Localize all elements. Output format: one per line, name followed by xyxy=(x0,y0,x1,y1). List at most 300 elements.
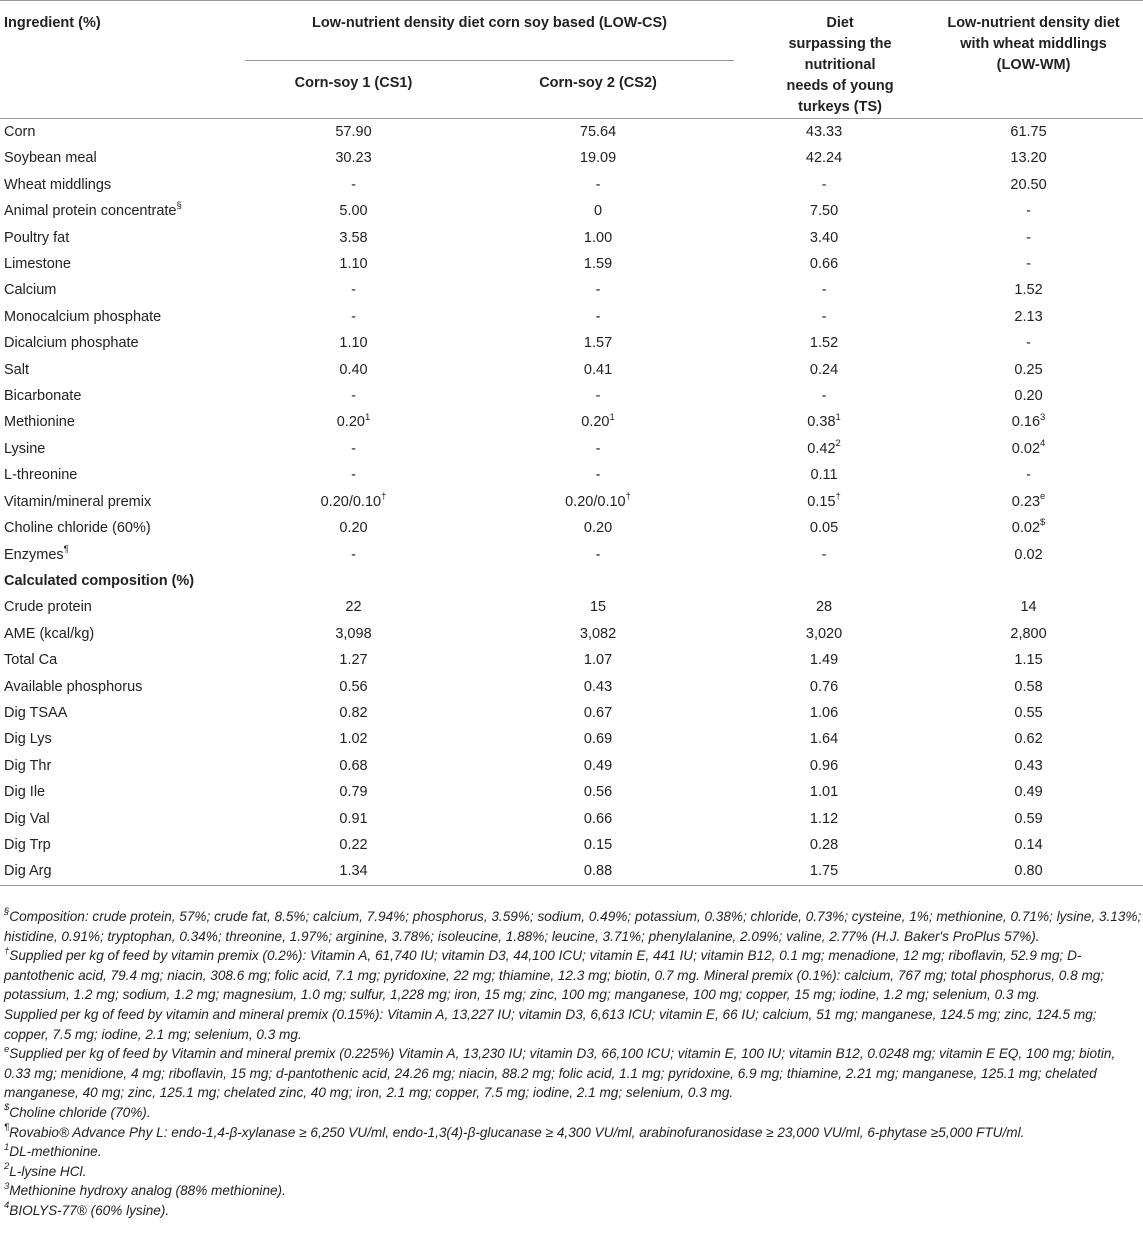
footnote xyxy=(4,1044,1143,1103)
cell-ts xyxy=(734,462,914,488)
cell-wm xyxy=(914,647,1143,673)
cell-cs1 xyxy=(245,489,462,515)
row-label-value: Soybean meal xyxy=(4,150,97,167)
row-label-value: Calcium xyxy=(4,282,57,299)
cell-cs1 xyxy=(245,119,462,146)
cell-cs1 xyxy=(245,753,462,779)
cell-wm-value: 1.52 xyxy=(1014,282,1043,299)
row-label xyxy=(0,383,245,409)
cell-wm xyxy=(914,515,1143,541)
table-row xyxy=(0,542,1143,568)
cell-cs1 xyxy=(245,225,462,251)
cell-cs1-value: 0.91 xyxy=(339,810,368,827)
cell-wm xyxy=(914,700,1143,726)
row-label xyxy=(0,700,245,726)
footnote xyxy=(4,1142,1143,1162)
footnote-marker: 1 xyxy=(835,411,841,423)
row-label-value: Available phosphorus xyxy=(4,678,143,695)
cell-ts xyxy=(734,832,914,858)
cell-cs1-value: - xyxy=(351,546,356,563)
cell-ts xyxy=(734,277,914,303)
row-label-value: Total Ca xyxy=(4,652,58,669)
cell-cs1-value: 0.20 xyxy=(336,414,365,431)
footnote xyxy=(4,1181,1143,1201)
row-label xyxy=(0,198,245,224)
cell-ts xyxy=(734,806,914,832)
footnote-marker: ¶ xyxy=(63,543,69,555)
table-row xyxy=(0,383,1143,409)
footnote xyxy=(4,1162,1143,1182)
cell-cs2-value: - xyxy=(595,440,601,457)
header-cs1: Corn-soy 1 (CS1) xyxy=(294,75,413,92)
footnote-mark: 2 xyxy=(4,1161,10,1173)
cell-wm-value: - xyxy=(1026,256,1031,273)
cell-cs2-value: 1.59 xyxy=(583,256,613,273)
cell-cs2-value: 15 xyxy=(589,599,607,616)
cell-cs1 xyxy=(245,304,462,330)
cell-cs2 xyxy=(462,225,734,251)
cell-wm xyxy=(914,832,1143,858)
cell-cs2-value: 75.64 xyxy=(579,124,617,140)
cell-cs1 xyxy=(245,515,462,541)
cell-cs1-value: 1.02 xyxy=(339,731,368,748)
cell-cs1-value: 1.10 xyxy=(339,335,368,352)
cell-cs1 xyxy=(245,647,462,673)
cell-wm xyxy=(914,330,1143,356)
cell-cs2-value: 3,082 xyxy=(579,625,617,642)
cell-ts-value: 28 xyxy=(815,599,833,616)
cell-ts-value: - xyxy=(821,308,827,325)
cell-cs2 xyxy=(462,621,734,647)
cell-cs1 xyxy=(245,858,462,885)
cell-cs2 xyxy=(462,198,734,224)
cell-wm xyxy=(914,674,1143,700)
header-ts: Diet surpassing the nutritional needs of young turkeys (TS) xyxy=(786,15,894,115)
cell-ts xyxy=(734,674,914,700)
cell-ts xyxy=(734,436,914,462)
row-label xyxy=(0,330,245,356)
row-label-value: Dicalcium phosphate xyxy=(4,335,139,352)
cell-ts-value: 0.24 xyxy=(809,361,839,378)
cell-cs2 xyxy=(462,277,734,303)
cell-cs2-value: - xyxy=(595,388,601,405)
cell-wm-value: 0.55 xyxy=(1014,704,1043,721)
row-label-value: Dig Lys xyxy=(4,731,52,748)
table-row xyxy=(0,674,1143,700)
cell-cs2 xyxy=(462,436,734,462)
cell-cs1 xyxy=(245,409,462,435)
cell-ts xyxy=(734,753,914,779)
cell-ts-value: 1.12 xyxy=(809,810,839,827)
row-label-value: Poultry fat xyxy=(4,229,70,246)
cell-ts-value: - xyxy=(821,388,827,405)
footnote-text: Rovabio® Advance Phy L: endo-1,4-β-xylanase ≥ 6,250 VU/ml, endo-1,3(4)-β-glucanase ≥ 4,300 VU/ml, arabinofuranosidase ≥ 23,000 VU/ml, 6-phytase ≥5,000 FTU/ml. xyxy=(9,1124,1025,1140)
cell-ts-value: 1.01 xyxy=(809,784,839,801)
cell-ts-value: 0.15 xyxy=(807,493,836,510)
cell-cs1 xyxy=(245,436,462,462)
footnote-marker: † xyxy=(625,490,631,502)
cell-cs1-value: 0.22 xyxy=(339,836,368,853)
row-label xyxy=(0,304,245,330)
cell-cs1-value: 0.82 xyxy=(339,704,368,721)
footnote-text: Supplied per kg of feed by vitamin and mineral premix (0.15%): Vitamin A, 13,227 IU; vitamin D3, 6,613 ICU; vitamin E, 66 IU; calcium, 51 mg; manganese, 124.5 mg; zinc, 124.5 mg; copper, 7.5 mg; iodine, 2.1 mg; selenium, 0.3 mg. xyxy=(4,1006,1097,1042)
cell-cs2-value: 0.20 xyxy=(581,414,610,431)
table-row xyxy=(0,145,1143,171)
cell-wm-value: 0.02 xyxy=(1011,440,1041,457)
cell-wm-value: 0.58 xyxy=(1014,678,1043,695)
footnote-mark: 3 xyxy=(4,1180,10,1192)
cell-cs2-value: 0.41 xyxy=(583,361,613,378)
cell-cs1 xyxy=(245,277,462,303)
cell-cs2 xyxy=(462,647,734,673)
cell-ts xyxy=(734,594,914,620)
footnote-marker: 4 xyxy=(1040,438,1046,450)
cell-ts xyxy=(734,409,914,435)
cell-ts xyxy=(734,542,914,568)
row-label xyxy=(0,594,245,620)
footnote-marker: e xyxy=(1040,490,1046,502)
cell-cs2 xyxy=(462,409,734,435)
footnote xyxy=(4,946,1143,1005)
footnote-marker: 3 xyxy=(1040,411,1046,423)
cell-cs2-value: 0.66 xyxy=(583,810,613,827)
cell-cs2 xyxy=(462,753,734,779)
section-row-calculated xyxy=(0,568,1143,594)
cell-ts-value: 1.49 xyxy=(809,652,839,669)
cell-cs1 xyxy=(245,383,462,409)
row-label xyxy=(0,172,245,198)
cell-cs1 xyxy=(245,806,462,832)
row-label xyxy=(0,436,245,462)
table-row xyxy=(0,198,1143,224)
table-row xyxy=(0,700,1143,726)
cell-cs2-value: 19.09 xyxy=(579,150,617,167)
cell-cs1 xyxy=(245,145,462,171)
cell-cs2 xyxy=(462,700,734,726)
cell-cs1 xyxy=(245,594,462,620)
cell-cs1 xyxy=(245,700,462,726)
table-row xyxy=(0,489,1143,515)
cell-wm-value: 0.20 xyxy=(1014,388,1043,405)
cell-cs2-value: - xyxy=(595,282,601,299)
footnote-mark: 4 xyxy=(4,1200,10,1212)
cell-cs2-value: - xyxy=(595,176,601,193)
cell-ts-value: 7.50 xyxy=(809,203,839,220)
cell-ts-value: 0.38 xyxy=(807,414,836,431)
row-label xyxy=(0,726,245,752)
row-label-value: Lysine xyxy=(4,440,46,457)
row-label-value: Corn xyxy=(4,124,36,140)
table-row xyxy=(0,858,1143,885)
row-label xyxy=(0,753,245,779)
cell-cs2-value: - xyxy=(595,308,601,325)
cell-cs2-value: 0 xyxy=(593,203,603,220)
header-cs2: Corn-soy 2 (CS2) xyxy=(539,75,657,92)
cell-ts xyxy=(734,330,914,356)
cell-cs1-value: - xyxy=(351,176,356,193)
cell-wm xyxy=(914,779,1143,805)
row-label xyxy=(0,858,245,885)
cell-ts xyxy=(734,515,914,541)
table-row xyxy=(0,277,1143,303)
table-row xyxy=(0,621,1143,647)
cell-wm xyxy=(914,621,1143,647)
cell-cs2 xyxy=(462,145,734,171)
cell-cs2 xyxy=(462,251,734,277)
row-label-value: AME (kcal/kg) xyxy=(4,625,95,642)
cell-cs1 xyxy=(245,172,462,198)
row-label xyxy=(0,489,245,515)
cell-cs1-value: 3.58 xyxy=(339,229,368,246)
row-label-value: Limestone xyxy=(4,256,71,273)
table-row xyxy=(0,462,1143,488)
row-label xyxy=(0,145,245,171)
cell-ts xyxy=(734,251,914,277)
row-label-value: Enzymes xyxy=(4,546,64,563)
cell-cs2 xyxy=(462,489,734,515)
cell-cs2-value: 0.20/0.10 xyxy=(565,493,626,510)
cell-ts-value: 3,020 xyxy=(805,625,843,642)
cell-wm-value: 0.16 xyxy=(1011,414,1041,431)
cell-cs1 xyxy=(245,779,462,805)
row-label-value: Monocalcium phosphate xyxy=(4,308,162,325)
cell-cs1 xyxy=(245,621,462,647)
cell-wm-value: - xyxy=(1026,467,1031,484)
cell-wm-value: - xyxy=(1026,335,1031,352)
row-label xyxy=(0,806,245,832)
cell-cs1-value: - xyxy=(351,388,356,405)
cell-cs2 xyxy=(462,542,734,568)
cell-cs2 xyxy=(462,383,734,409)
cell-wm-value: - xyxy=(1026,203,1031,220)
footnote-mark: ¶ xyxy=(4,1122,10,1133)
cell-cs1 xyxy=(245,198,462,224)
cell-ts-value: 0.28 xyxy=(809,836,839,853)
cell-cs2-value: 1.00 xyxy=(583,229,613,246)
cell-ts xyxy=(734,145,914,171)
cell-ts xyxy=(734,647,914,673)
row-label-value: Dig Ile xyxy=(4,784,46,801)
cell-cs2-value: 0.49 xyxy=(583,757,613,774)
cell-cs1-value: 0.79 xyxy=(339,784,368,801)
footnote-text: Methionine hydroxy analog (88% methionine). xyxy=(9,1183,286,1199)
cell-cs1-value: - xyxy=(351,308,356,325)
cell-wm-value: 0.23 xyxy=(1011,493,1041,510)
table-row xyxy=(0,172,1143,198)
cell-ts xyxy=(734,357,914,383)
cell-wm-value: 14 xyxy=(1020,599,1037,616)
footnote-mark: † xyxy=(4,945,10,957)
table-row xyxy=(0,225,1143,251)
header-low-wm: Low-nutrient density diet with wheat middlings (LOW-WM) xyxy=(947,15,1120,73)
cell-ts-value: 1.06 xyxy=(809,704,839,721)
cell-cs1 xyxy=(245,674,462,700)
cell-wm xyxy=(914,753,1143,779)
row-label-value: Animal protein concentrate xyxy=(4,203,177,220)
row-label xyxy=(0,225,245,251)
cell-cs1-value: 1.34 xyxy=(339,863,368,880)
cell-ts-value: 1.64 xyxy=(809,731,839,748)
cell-wm-value: 0.25 xyxy=(1014,361,1043,378)
cell-ts-value: 0.76 xyxy=(809,678,839,695)
row-label-value: Dig TSAA xyxy=(4,704,68,721)
cell-wm xyxy=(914,489,1143,515)
footnote-mark: e xyxy=(4,1043,10,1055)
cell-wm-value: 0.43 xyxy=(1014,757,1043,774)
footnote xyxy=(4,1201,1143,1221)
cell-wm-value: 61.75 xyxy=(1010,124,1047,140)
table-row xyxy=(0,832,1143,858)
cell-cs1-value: 1.10 xyxy=(339,256,368,273)
cell-ts-value: 0.11 xyxy=(810,467,838,484)
table-row xyxy=(0,330,1143,356)
cell-cs1-value: 5.00 xyxy=(339,203,368,220)
cell-ts xyxy=(734,700,914,726)
cell-cs1-value: 30.23 xyxy=(335,150,372,167)
cell-cs2 xyxy=(462,674,734,700)
cell-wm-value: 20.50 xyxy=(1010,176,1047,193)
cell-wm-value: 2.13 xyxy=(1014,308,1043,325)
footnote-marker: $ xyxy=(1040,517,1046,529)
cell-wm-value: 0.02 xyxy=(1011,520,1041,537)
row-label-value: Dig Trp xyxy=(4,836,51,853)
cell-wm-value: 1.15 xyxy=(1014,652,1043,669)
cell-cs2-value: 0.67 xyxy=(583,704,613,721)
footnote-mark: $ xyxy=(4,1102,10,1114)
cell-cs2 xyxy=(462,462,734,488)
cell-wm xyxy=(914,225,1143,251)
cell-wm xyxy=(914,594,1143,620)
row-label-value: Salt xyxy=(4,361,29,378)
cell-cs2-value: 0.56 xyxy=(583,784,613,801)
footnote-marker: 2 xyxy=(835,438,841,450)
table-row xyxy=(0,515,1143,541)
cell-ts xyxy=(734,383,914,409)
cell-cs1 xyxy=(245,357,462,383)
footnote-text: Choline chloride (70%). xyxy=(9,1104,151,1120)
cell-ts-value: - xyxy=(821,176,827,193)
cell-cs1-value: 1.27 xyxy=(339,652,368,669)
cell-cs1-value: 0.56 xyxy=(339,678,368,695)
cell-cs2 xyxy=(462,832,734,858)
cell-cs2-value: 1.07 xyxy=(583,652,613,669)
footnote xyxy=(4,1005,1143,1044)
footnote xyxy=(4,907,1143,946)
cell-wm xyxy=(914,436,1143,462)
cell-ts-value: 1.75 xyxy=(809,863,839,880)
footnote-mark: § xyxy=(4,906,10,918)
row-label-value: Dig Thr xyxy=(4,757,52,774)
table-row xyxy=(0,409,1143,435)
footnote-marker: † xyxy=(835,490,841,502)
cell-wm xyxy=(914,304,1143,330)
cell-cs2 xyxy=(462,330,734,356)
cell-cs1-value: - xyxy=(351,467,356,484)
cell-wm-value: 0.14 xyxy=(1014,836,1043,853)
cell-ts xyxy=(734,489,914,515)
cell-wm xyxy=(914,462,1143,488)
cell-ts xyxy=(734,119,914,146)
header-low-cs: Low-nutrient density diet corn soy based (LOW-CS) xyxy=(245,1,734,61)
cell-cs1-value: 0.40 xyxy=(339,361,368,378)
cell-cs2-value: 1.57 xyxy=(583,335,613,352)
table-row xyxy=(0,779,1143,805)
table-row xyxy=(0,436,1143,462)
cell-ts xyxy=(734,198,914,224)
cell-cs2 xyxy=(462,172,734,198)
cell-cs1-value: 0.20 xyxy=(339,520,368,537)
cell-wm xyxy=(914,198,1143,224)
cell-wm-value: 13.20 xyxy=(1010,150,1047,167)
cell-wm xyxy=(914,172,1143,198)
cell-cs1 xyxy=(245,832,462,858)
footnote-text: Composition: crude protein, 57%; crude fat, 8.5%; calcium, 7.94%; phosphorus, 3.59%; sodium, 0.49%; potassium, 0.38%; chloride, 0.73%; cysteine, 1%; methionine, 0.71%; lysine, 3.13%; histidine, 0.91%; tryptophan, 0.34%; threonine, 1.97%; arginine, 3.78%; isoleucine, 1.88%; leucine, 3.71%; phenylalanine, 2.09%; valine, 2.77% (H.J. Baker's ProPlus 57%). xyxy=(4,909,1142,944)
table-row xyxy=(0,753,1143,779)
cell-wm xyxy=(914,119,1143,146)
cell-ts xyxy=(734,726,914,752)
cell-cs1 xyxy=(245,462,462,488)
cell-ts-value: 42.24 xyxy=(805,150,843,167)
row-label xyxy=(0,119,245,146)
cell-cs2 xyxy=(462,119,734,146)
cell-cs2-value: 0.15 xyxy=(583,836,613,853)
table-body xyxy=(0,119,1143,886)
row-label-value: Methionine xyxy=(4,414,75,431)
cell-cs2-value: 0.69 xyxy=(583,731,613,748)
table-row xyxy=(0,251,1143,277)
cell-wm xyxy=(914,542,1143,568)
cell-ts xyxy=(734,858,914,885)
header-ingredient: Ingredient (%) xyxy=(4,15,101,31)
row-label xyxy=(0,277,245,303)
row-label xyxy=(0,647,245,673)
row-label xyxy=(0,674,245,700)
header-row-1 xyxy=(0,1,1143,61)
footnote-text: DL-methionine. xyxy=(9,1144,102,1160)
cell-cs1 xyxy=(245,330,462,356)
cell-cs2 xyxy=(462,594,734,620)
footnote-text: BIOLYS-77® (60% lysine). xyxy=(9,1202,170,1218)
cell-cs1-value: 0.20/0.10 xyxy=(320,493,382,510)
footnote-text: Supplied per kg of feed by Vitamin and mineral premix (0.225%) Vitamin A, 13,230 IU; vitamin D3, 66,100 ICU; vitamin E, 100 IU; vitamin B12, 0.0248 mg; vitamin E EQ, 100 mg; biotin, 0.33 mg; menidione, 4 mg; riboflavin, 15 mg; d-pantothenic acid, 24.26 mg; niacin, 88.2 mg; folic acid, 1.1 mg; pyridoxine, 6.9 mg; thiamine, 2.21 mg; manganese, 125.1 mg; chelated manganese, 40 mg; zinc, 125.1 mg; chelated zinc, 40 mg; iron, 2.1 mg; copper, 7.5 mg; iodine, 2.1 mg; selenium, 0.3 mg. xyxy=(4,1046,1116,1101)
footnote-marker: 1 xyxy=(364,411,371,423)
cell-ts xyxy=(734,225,914,251)
row-label-value: Dig Val xyxy=(4,810,50,827)
cell-cs1-value: 22 xyxy=(345,599,362,616)
row-label xyxy=(0,515,245,541)
cell-wm xyxy=(914,726,1143,752)
footnote-marker: § xyxy=(176,200,182,212)
cell-ts-value: 3.40 xyxy=(809,229,839,246)
cell-wm-value: 0.59 xyxy=(1014,810,1043,827)
section-heading: Calculated composition (%) xyxy=(4,572,195,589)
cell-ts xyxy=(734,779,914,805)
cell-cs2-value: 0.43 xyxy=(583,678,613,695)
cell-ts-value: - xyxy=(821,546,827,563)
cell-cs1 xyxy=(245,542,462,568)
row-label-value: Choline chloride (60%) xyxy=(4,520,151,537)
cell-wm xyxy=(914,806,1143,832)
cell-wm xyxy=(914,357,1143,383)
cell-cs1-value: 3,098 xyxy=(335,625,372,642)
row-label-value: L-threonine xyxy=(4,467,78,484)
footnote-text: L-lysine HCl. xyxy=(9,1163,87,1179)
cell-wm xyxy=(914,858,1143,885)
cell-wm-value: 0.02 xyxy=(1014,546,1043,563)
cell-ts-value: 1.52 xyxy=(809,335,839,352)
cell-cs1-value: 57.90 xyxy=(335,124,372,140)
cell-cs1-value: - xyxy=(351,282,356,299)
